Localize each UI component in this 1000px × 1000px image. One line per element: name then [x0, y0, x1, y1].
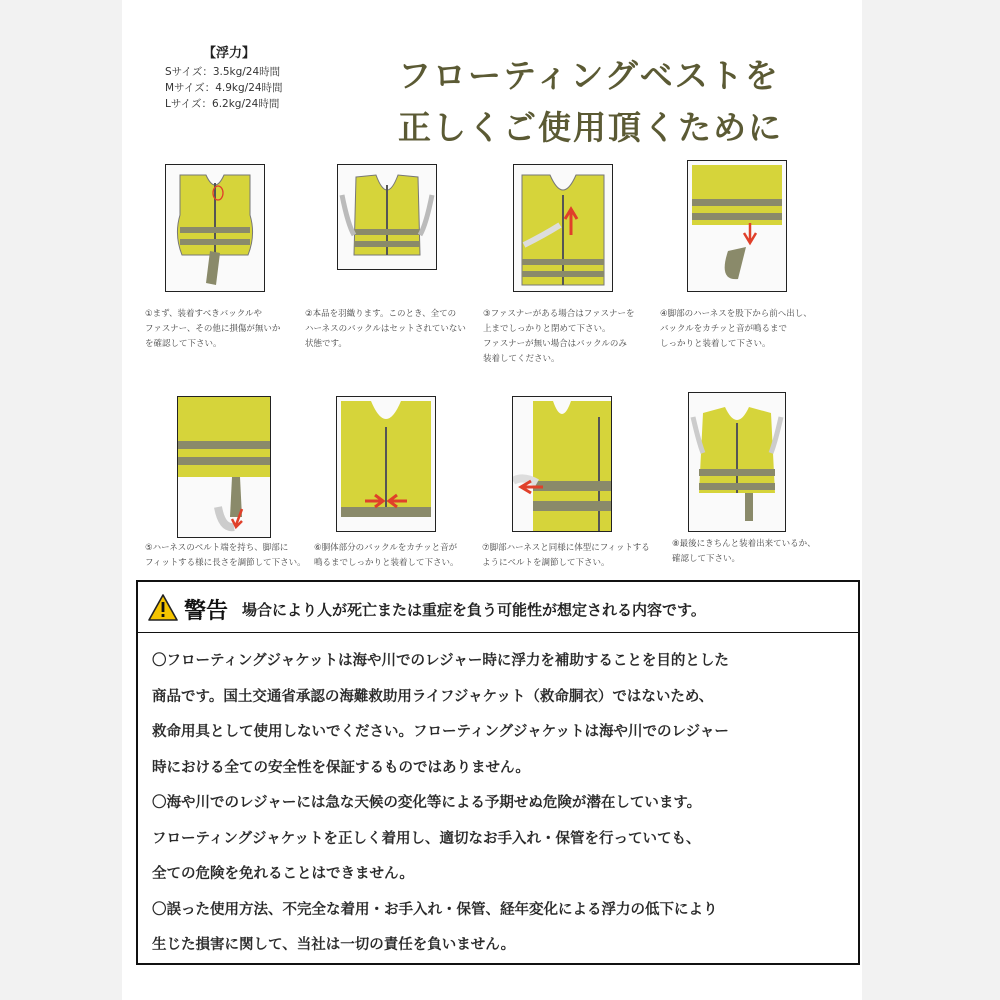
step-1-photo: [165, 164, 265, 292]
step-3-photo: [513, 164, 613, 292]
buoyancy-size-s: Sサイズ：3.5kg/24時間: [165, 66, 281, 78]
buoyancy-size-m: Mサイズ：4.9kg/24時間: [165, 82, 283, 94]
step-7-photo: [512, 396, 612, 532]
warning-body: [152, 644, 852, 964]
step-3-caption: ③ファスナーがある場合はファスナーを 上までしっかりと閉めて下さい。 ファスナーが無い場合はバックルのみ 装着してください。: [483, 309, 635, 364]
warning-line: 商品です。国土交通省承認の海難救助用ライフジャケット（救命胴衣）ではないため、: [152, 688, 714, 705]
page-title: [398, 50, 818, 154]
page-title-line-1: フローティングベストを: [398, 56, 780, 95]
warning-title: 警告: [184, 598, 229, 624]
warning-line: 〇フローティングジャケットは海や川でのレジャー時に浮力を補助することを目的とした: [152, 653, 729, 669]
step-4-photo: [687, 160, 787, 292]
step-8-photo: [688, 392, 786, 532]
step-1-caption: ①まず、装着すべきバックルや ファスナー、その他に損傷が無いか を確認して下さい。: [145, 309, 281, 349]
step-6-photo: [336, 396, 436, 532]
warning-line: 生じた損害に関して、当社は一切の責任を負いません。: [152, 937, 516, 953]
warning-line: 救命用具として使用しないでください。フローティングジャケットは海や川でのレジャー: [152, 724, 729, 740]
warning-line: 〇海や川でのレジャーには急な天候の変化等による予期せぬ危険が潜在しています。: [152, 795, 702, 811]
step-6-caption: ⑥胴体部分のバックルをカチッと音が 鳴るまでしっかりと装着して下さい。: [314, 543, 459, 568]
step-5-caption: ⑤ハーネスのベルト端を持ち、脚部に フィットする様に長さを調節して下さい。: [145, 543, 306, 568]
warning-line: フローティングジャケットを正しく着用し、適切なお手入れ・保管を行っていても、: [152, 830, 701, 847]
step-2-photo: [337, 164, 437, 270]
step-8-caption: ⑧最後にきちんと装着出来ているか、 確認して下さい。: [672, 539, 816, 564]
warning-subtitle: 場合により人が死亡または重症を負う可能性が想定される内容です。: [242, 600, 706, 619]
step-5-photo: [177, 396, 271, 538]
step-7-caption: ⑦脚部ハーネスと同様に体型にフィットする ようにベルトを調節して下さい。: [482, 543, 650, 568]
step-2-caption: ②本品を羽織ります。このとき、全ての ハーネスのバックルはセットされていない 状態です。: [305, 309, 466, 349]
warning-line: 〇誤った使用方法、不完全な着用・お手入れ・保管、経年変化による浮力の低下により: [152, 901, 718, 918]
buoyancy-title: 【浮力】: [203, 46, 256, 61]
warning-divider: [138, 632, 858, 633]
buoyancy-size-l: Lサイズ：6.2kg/24時間: [165, 98, 280, 110]
warning-line: 時における全ての安全性を保証するものではありません。: [152, 759, 530, 776]
warning-line: 全ての危険を免れることはできません。: [152, 866, 414, 882]
step-4-caption: ④脚部のハーネスを股下から前へ出し、 バックルをカチッと音が鳴るまで しっかりと装着して下さい。: [660, 309, 812, 349]
buoyancy-info: [165, 46, 283, 112]
page-title-line-2: 正しくご使用頂くために: [398, 108, 783, 147]
warning-box: [136, 580, 860, 965]
warning-header: [148, 592, 706, 626]
warning-triangle-icon: [148, 594, 178, 625]
